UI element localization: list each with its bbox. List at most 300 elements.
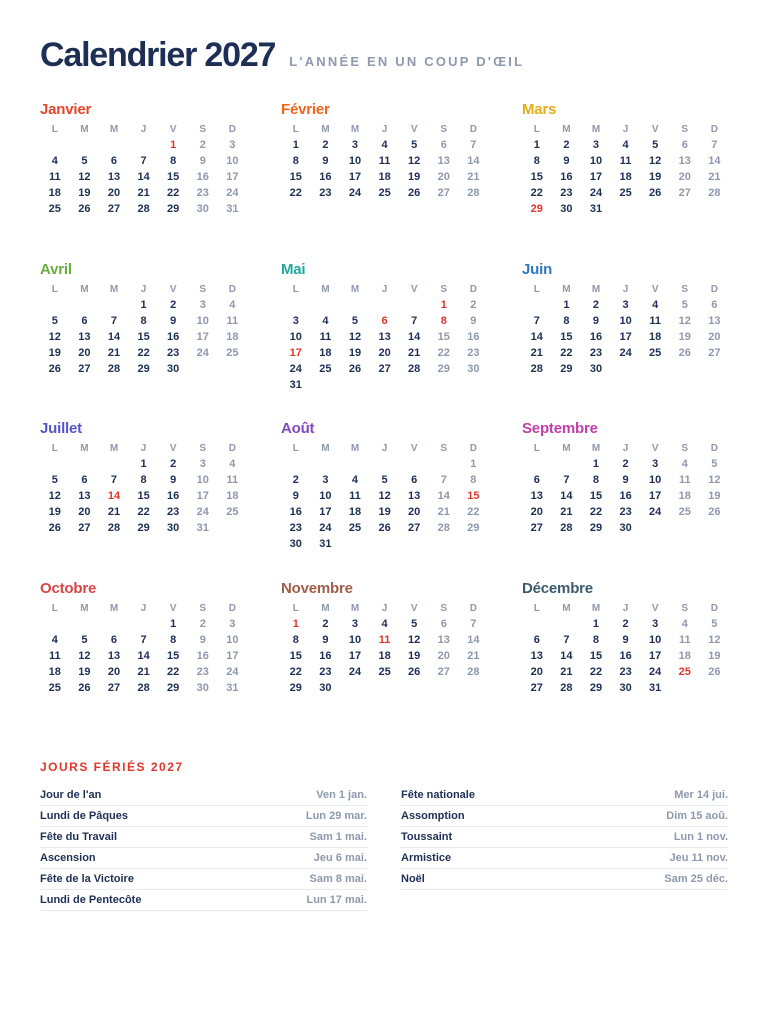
- day-cell: 30: [560, 203, 573, 215]
- day-cell: 3: [592, 139, 600, 151]
- day-cell: 1: [170, 617, 177, 630]
- day-cell: 12: [78, 649, 91, 662]
- weekday-label: J: [381, 602, 388, 614]
- week-row: [40, 361, 250, 377]
- day-cell: 21: [437, 506, 450, 518]
- weekday-label: M: [350, 124, 360, 135]
- week-row: [522, 488, 732, 504]
- day-cell: 28: [708, 187, 721, 199]
- week-row: [522, 153, 732, 169]
- holiday-name: Jour de l'an: [40, 789, 102, 801]
- weekday-label: D: [710, 124, 718, 135]
- day-cell: 5: [411, 139, 418, 151]
- empty-day-cell: [281, 297, 311, 313]
- day-cell: 15: [589, 490, 603, 502]
- weekday-label: M: [109, 283, 119, 295]
- day-cell: 12: [678, 314, 691, 327]
- holidays-title: JOURS FÉRIÉS 2027: [40, 760, 184, 774]
- weekday-label: M: [350, 602, 360, 614]
- day-cell: 8: [592, 474, 600, 486]
- week-row: [522, 329, 732, 345]
- holiday-name: Fête de la Victoire: [40, 873, 134, 885]
- day-cell: 17: [649, 649, 662, 662]
- empty-day-cell: [70, 297, 100, 313]
- day-cell: 21: [560, 665, 573, 678]
- day-cell: 23: [619, 665, 632, 678]
- holiday-date: Jeu 6 mai.: [313, 852, 367, 864]
- month-6: [40, 419, 250, 579]
- day-cell: 30: [167, 362, 180, 375]
- weekday-label: M: [562, 602, 571, 614]
- day-cell: 30: [196, 203, 209, 215]
- day-cell: 5: [652, 139, 659, 151]
- day-cell: 18: [378, 649, 391, 662]
- day-cell: 13: [530, 649, 543, 662]
- week-row: [40, 520, 250, 536]
- day-cell: 7: [563, 474, 570, 486]
- month-11: [522, 579, 732, 739]
- day-cell: 23: [319, 187, 332, 199]
- day-cell: 3: [351, 139, 359, 151]
- day-cell: 15: [589, 649, 603, 662]
- weekday-label: S: [199, 124, 207, 135]
- day-cell: 16: [289, 506, 302, 518]
- day-cell: 4: [351, 474, 359, 486]
- day-cell: 17: [196, 330, 209, 343]
- day-cell: 28: [107, 362, 121, 375]
- day-cell: 19: [378, 506, 391, 518]
- weekday-label: M: [80, 283, 89, 295]
- day-cell: 5: [351, 314, 359, 327]
- day-cell: 15: [289, 171, 302, 183]
- week-row: [40, 664, 250, 680]
- week-row: [40, 137, 250, 153]
- day-cell: 7: [711, 139, 718, 151]
- day-cell: 14: [437, 490, 450, 502]
- day-cell: 25: [378, 187, 391, 199]
- day-cell: 26: [708, 665, 721, 678]
- day-cell: 16: [196, 649, 209, 662]
- day-cell: 17: [289, 346, 302, 359]
- day-cell: 16: [319, 649, 332, 662]
- day-cell: 14: [560, 649, 573, 662]
- weekday-header: [40, 282, 250, 297]
- day-cell: 18: [378, 171, 391, 183]
- day-cell: 23: [319, 665, 332, 678]
- weekday-label: L: [292, 443, 299, 454]
- day-cell: 19: [408, 171, 421, 183]
- week-row: [522, 648, 732, 664]
- day-cell: 29: [589, 522, 603, 534]
- day-cell: 10: [289, 330, 302, 343]
- day-cell: 15: [167, 171, 180, 183]
- week-row: [522, 313, 732, 329]
- day-cell: 13: [107, 171, 121, 183]
- day-cell: 26: [48, 522, 61, 534]
- day-cell: 22: [437, 346, 450, 359]
- week-row: [281, 153, 491, 169]
- day-cell: 11: [678, 633, 691, 646]
- day-cell: 26: [408, 187, 421, 199]
- weekday-label: S: [681, 283, 689, 295]
- day-cell: 13: [437, 633, 450, 646]
- day-cell: 20: [530, 506, 543, 518]
- day-cell: 4: [322, 314, 329, 327]
- day-cell: 14: [467, 155, 480, 167]
- weekday-label: J: [140, 602, 147, 614]
- day-cell: 4: [652, 298, 659, 311]
- day-cell: 10: [589, 155, 603, 167]
- day-cell: 8: [140, 474, 147, 486]
- day-cell: 7: [110, 314, 118, 327]
- day-cell: 20: [107, 187, 121, 199]
- empty-day-cell: [340, 456, 370, 472]
- day-cell: 20: [408, 506, 421, 518]
- empty-day-cell: [399, 456, 429, 472]
- week-row: [522, 297, 732, 313]
- day-cell: 5: [411, 617, 418, 630]
- weekday-label: S: [440, 283, 448, 295]
- week-row: [281, 680, 491, 696]
- day-cell: 18: [48, 665, 61, 678]
- day-cell: 30: [289, 538, 302, 550]
- day-cell: 11: [226, 474, 239, 486]
- day-cell: 7: [140, 633, 147, 646]
- week-row: [522, 472, 732, 488]
- empty-day-cell: [370, 297, 400, 313]
- week-row: [522, 632, 732, 648]
- weekday-label: M: [109, 602, 119, 614]
- day-cell: 29: [167, 681, 180, 694]
- day-cell: 20: [708, 330, 721, 343]
- empty-day-cell: [522, 616, 552, 632]
- holidays-section: [40, 760, 728, 911]
- weekday-label: V: [410, 602, 418, 614]
- weekday-label: M: [321, 283, 330, 295]
- day-cell: 28: [437, 522, 450, 534]
- day-cell: 15: [560, 330, 573, 343]
- day-cell: 6: [533, 633, 540, 646]
- day-cell: 29: [530, 203, 543, 215]
- weekday-label: S: [199, 443, 207, 454]
- month-0: [40, 100, 250, 260]
- day-cell: 10: [348, 633, 362, 646]
- weekday-label: M: [80, 124, 89, 135]
- week-row: [40, 153, 250, 169]
- day-cell: 18: [649, 330, 662, 343]
- day-cell: 16: [167, 490, 180, 502]
- day-cell: 11: [349, 490, 361, 502]
- day-cell: 31: [649, 681, 662, 694]
- week-row: [281, 488, 491, 504]
- day-cell: 17: [348, 649, 362, 662]
- weekday-label: V: [169, 602, 177, 614]
- day-cell: 13: [708, 314, 721, 327]
- weekday-label: M: [562, 443, 571, 454]
- week-row: [281, 313, 491, 329]
- day-cell: 26: [48, 362, 61, 375]
- day-cell: 12: [408, 155, 421, 167]
- day-cell: 27: [708, 346, 721, 359]
- day-cell: 18: [226, 330, 239, 343]
- day-cell: 25: [48, 681, 61, 694]
- day-cell: 22: [530, 187, 543, 199]
- day-cell: 1: [470, 458, 477, 470]
- week-row: [281, 504, 491, 520]
- day-cell: 22: [589, 665, 603, 678]
- weekday-label: S: [440, 124, 448, 135]
- week-row: [281, 632, 491, 648]
- empty-day-cell: [340, 680, 370, 696]
- day-cell: 11: [226, 314, 239, 327]
- page-subtitle: L'ANNÉE EN UN COUP D'ŒIL: [289, 54, 525, 69]
- empty-day-cell: [399, 680, 429, 696]
- day-cell: 3: [229, 617, 236, 630]
- day-cell: 24: [348, 187, 362, 199]
- week-row: [281, 169, 491, 185]
- week-row: [40, 201, 250, 217]
- day-cell: 15: [167, 649, 180, 662]
- day-cell: 22: [289, 187, 302, 199]
- day-cell: 7: [563, 633, 570, 646]
- week-row: [40, 488, 250, 504]
- day-cell: 10: [619, 314, 632, 327]
- day-cell: 13: [408, 490, 421, 502]
- day-cell: 17: [319, 506, 332, 518]
- day-cell: 29: [289, 681, 302, 694]
- day-cell: 12: [48, 330, 61, 343]
- day-cell: 30: [319, 681, 332, 694]
- day-cell: 21: [408, 346, 421, 359]
- day-cell: 19: [78, 187, 91, 199]
- day-cell: 16: [467, 330, 480, 343]
- empty-day-cell: [522, 456, 552, 472]
- empty-day-cell: [399, 536, 429, 552]
- day-cell: 23: [167, 346, 180, 359]
- week-row: [281, 648, 491, 664]
- month-name: Mars: [522, 101, 557, 118]
- day-cell: 25: [649, 346, 662, 359]
- day-cell: 1: [140, 298, 147, 311]
- empty-day-cell: [340, 297, 370, 313]
- empty-day-cell: [429, 377, 459, 393]
- week-row: [522, 680, 732, 696]
- empty-day-cell: [640, 520, 670, 536]
- weekday-label: V: [651, 443, 659, 454]
- month-name: Février: [281, 101, 330, 118]
- day-cell: 17: [619, 330, 632, 343]
- day-cell: 10: [649, 474, 662, 486]
- weekday-label: M: [321, 124, 330, 135]
- day-cell: 17: [196, 490, 209, 502]
- day-cell: 23: [196, 665, 209, 678]
- empty-day-cell: [399, 297, 429, 313]
- day-cell: 25: [678, 506, 691, 518]
- empty-day-cell: [670, 520, 700, 536]
- holidays-columns: [40, 785, 728, 911]
- weekday-label: V: [169, 443, 177, 454]
- day-cell: 18: [678, 490, 691, 502]
- day-cell: 21: [107, 506, 121, 518]
- day-cell: 5: [711, 617, 718, 630]
- day-cell: 6: [440, 617, 447, 630]
- day-cell: 9: [592, 314, 600, 327]
- day-cell: 26: [348, 362, 362, 375]
- weekday-header: [522, 441, 732, 456]
- day-cell: 14: [107, 490, 121, 502]
- empty-day-cell: [459, 536, 489, 552]
- day-cell: 2: [592, 298, 600, 311]
- day-cell: 13: [437, 155, 450, 167]
- weekday-label: S: [440, 443, 448, 454]
- day-cell: 19: [649, 171, 662, 183]
- weekday-header: [281, 601, 491, 616]
- day-cell: 21: [467, 649, 480, 662]
- day-cell: 13: [107, 649, 121, 662]
- weekday-label: V: [651, 124, 659, 135]
- week-row: [281, 345, 491, 361]
- day-cell: 17: [649, 490, 662, 502]
- day-cell: 21: [107, 346, 121, 359]
- holiday-date: Lun 29 mar.: [305, 810, 367, 822]
- day-cell: 21: [137, 665, 150, 678]
- holiday-name: Armistice: [401, 852, 452, 864]
- day-cell: 14: [530, 330, 543, 343]
- holiday-date: Sam 25 déc.: [664, 873, 728, 885]
- day-cell: 13: [78, 490, 91, 502]
- day-cell: 27: [437, 665, 450, 678]
- empty-day-cell: [700, 361, 730, 377]
- week-row: [522, 456, 732, 472]
- week-row: [281, 664, 491, 680]
- day-cell: 28: [107, 522, 121, 534]
- day-cell: 23: [167, 506, 180, 518]
- day-cell: 9: [622, 474, 629, 486]
- empty-day-cell: [611, 201, 641, 217]
- holiday-row: [40, 785, 367, 806]
- weekday-label: V: [410, 443, 418, 454]
- day-cell: 16: [619, 649, 632, 662]
- weekday-label: V: [169, 124, 177, 135]
- day-cell: 15: [137, 490, 150, 502]
- day-cell: 25: [48, 203, 61, 215]
- day-cell: 23: [196, 187, 209, 199]
- day-cell: 2: [199, 617, 206, 630]
- weekday-label: D: [469, 283, 477, 295]
- weekday-label: L: [533, 283, 540, 295]
- day-cell: 4: [381, 139, 388, 151]
- day-cell: 14: [137, 649, 150, 662]
- holiday-name: Lundi de Pâques: [40, 810, 129, 822]
- day-cell: 15: [467, 490, 480, 502]
- day-cell: 11: [378, 155, 391, 167]
- day-cell: 21: [560, 506, 573, 518]
- month-name: Novembre: [281, 579, 353, 597]
- holiday-row: [401, 869, 728, 890]
- weekday-label: L: [292, 124, 299, 135]
- day-cell: 8: [533, 155, 540, 167]
- day-cell: 20: [437, 171, 450, 183]
- day-cell: 30: [196, 681, 209, 694]
- day-cell: 24: [196, 506, 209, 518]
- day-cell: 14: [560, 490, 573, 502]
- weekday-header: [281, 282, 491, 297]
- day-cell: 24: [649, 665, 662, 678]
- weekday-label: D: [710, 283, 718, 295]
- day-cell: 3: [229, 139, 236, 151]
- day-cell: 29: [589, 681, 603, 694]
- day-cell: 22: [167, 665, 180, 678]
- day-cell: 18: [48, 187, 61, 199]
- weekday-label: D: [710, 602, 718, 614]
- empty-day-cell: [700, 680, 730, 696]
- day-cell: 11: [319, 330, 332, 343]
- holiday-row: [401, 806, 728, 827]
- weekday-label: S: [681, 443, 689, 454]
- day-cell: 25: [678, 665, 691, 678]
- holiday-name: Fête nationale: [401, 789, 475, 801]
- day-cell: 27: [678, 187, 691, 199]
- day-cell: 29: [167, 203, 180, 215]
- day-cell: 3: [322, 474, 329, 486]
- week-row: [281, 472, 491, 488]
- day-cell: 3: [199, 298, 206, 311]
- day-cell: 7: [470, 139, 477, 151]
- day-cell: 2: [170, 298, 177, 311]
- weekday-header: [40, 122, 250, 137]
- week-row: [281, 616, 491, 632]
- day-cell: 5: [711, 458, 718, 470]
- day-cell: 11: [48, 171, 61, 183]
- months-grid: [40, 100, 740, 738]
- empty-day-cell: [370, 456, 400, 472]
- day-cell: 19: [708, 649, 721, 662]
- day-cell: 13: [678, 155, 691, 167]
- empty-day-cell: [552, 456, 582, 472]
- week-row: [522, 169, 732, 185]
- empty-day-cell: [70, 456, 100, 472]
- day-cell: 4: [51, 155, 58, 167]
- day-cell: 28: [408, 362, 421, 375]
- day-cell: 20: [107, 665, 121, 678]
- day-cell: 28: [137, 203, 150, 215]
- day-cell: 1: [292, 617, 299, 630]
- month-name: Août: [281, 420, 315, 437]
- day-cell: 31: [289, 378, 302, 391]
- holiday-name: Assomption: [401, 810, 465, 822]
- day-cell: 6: [533, 474, 540, 486]
- day-cell: 5: [51, 314, 58, 327]
- day-cell: 19: [708, 490, 721, 502]
- day-cell: 11: [48, 649, 61, 662]
- day-cell: 30: [589, 362, 603, 375]
- holiday-name: Toussaint: [401, 831, 453, 843]
- day-cell: 24: [226, 665, 239, 678]
- day-cell: 10: [319, 490, 332, 502]
- month-2: [522, 100, 732, 260]
- day-cell: 28: [467, 665, 480, 678]
- empty-day-cell: [99, 616, 129, 632]
- weekday-label: L: [292, 283, 299, 295]
- weekday-label: L: [51, 283, 58, 295]
- day-cell: 1: [292, 139, 299, 151]
- day-cell: 28: [560, 681, 573, 694]
- weekday-label: L: [292, 602, 299, 614]
- day-cell: 9: [322, 155, 329, 167]
- weekday-label: J: [622, 124, 629, 135]
- weekday-label: M: [80, 443, 89, 454]
- day-cell: 5: [81, 633, 88, 646]
